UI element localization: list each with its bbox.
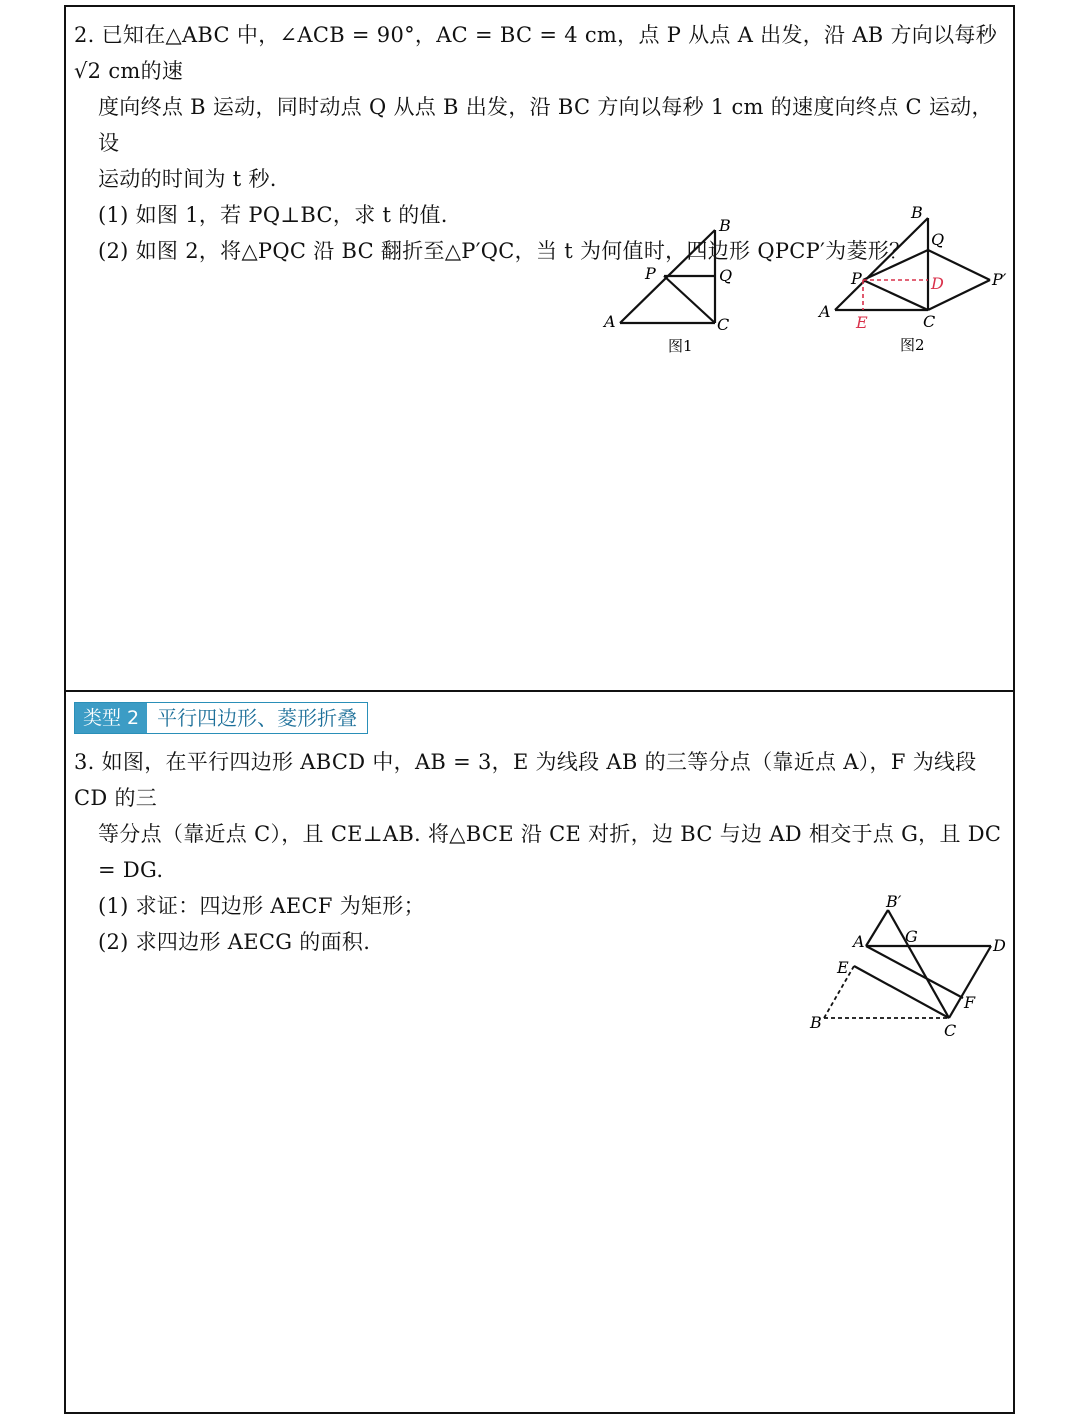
fig3-label-f: F xyxy=(964,993,976,1012)
problem-2-line-1: 2. 已知在△ABC 中，∠ACB = 90°，AC = BC = 4 cm，点 P 从点 A 出发，沿 AB 方向以每秒√2 cm的速 xyxy=(74,23,997,83)
figure-3 xyxy=(806,890,1016,1040)
figure-2 xyxy=(815,200,1015,360)
problem-3-line-1: 3. 如图，在平行四边形 ABCD 中，AB = 3，E 为线段 AB 的三等分点（靠近点 A），F 为线段 CD 的三 xyxy=(74,750,977,810)
fig2-label-p-prime: P′ xyxy=(992,270,1007,289)
fig3-label-b-prime: B′ xyxy=(886,892,902,911)
fig2-label-c: C xyxy=(923,312,936,331)
fig3-label-d: D xyxy=(993,936,1006,955)
figure-1 xyxy=(598,210,748,360)
section-divider xyxy=(64,690,1015,692)
problem-2-line-2: 度向终点 B 运动，同时动点 Q 从点 B 出发，沿 BC 方向以每秒 1 cm 的速度向终点 C 运动，设 xyxy=(98,95,993,155)
problem-3-question-2: (2) 求四边形 AECG 的面积. xyxy=(98,930,371,954)
fig2-label-d: D xyxy=(931,274,944,293)
fig1-label-q: Q xyxy=(719,266,733,285)
problem-3-question-1: (1) 求证：四边形 AECF 为矩形； xyxy=(98,894,425,918)
fig1-label-a: A xyxy=(604,312,616,331)
fig3-label-e: E xyxy=(837,958,849,977)
fig2-label-p: P xyxy=(851,269,862,288)
fig2-caption: 图2 xyxy=(900,336,925,354)
fig1-caption: 图1 xyxy=(668,337,693,355)
fig2-label-q: Q xyxy=(931,230,945,249)
problem-3-line-2: 等分点（靠近点 C），且 CE⊥AB. 将△BCE 沿 CE 对折，边 BC 与边 AD 相交于点 G，且 DC = DG. xyxy=(98,822,1002,882)
problem-2-question-2: (2) 如图 2，将△PQC 沿 BC 翻折至△P′QC，当 t 为何值时，四边形 QPCP′为菱形？ xyxy=(98,239,911,263)
fig3-label-g: G xyxy=(905,927,918,946)
fig1-label-p: P xyxy=(645,264,656,283)
fig2-label-e: E xyxy=(856,313,868,332)
section-tag xyxy=(74,702,368,734)
section-title: 平行四边形、菱形折叠 xyxy=(147,703,367,733)
fig1-label-b: B xyxy=(719,216,731,235)
section-type-label: 类型 2 xyxy=(75,703,147,733)
fig2-label-a: A xyxy=(819,302,831,321)
fig3-label-a: A xyxy=(853,932,865,951)
fig3-label-b: B xyxy=(810,1013,822,1032)
problem-2-line-3: 运动的时间为 t 秒. xyxy=(98,167,277,191)
problem-2-question-1: (1) 如图 1，若 PQ⊥BC，求 t 的值. xyxy=(98,203,448,227)
fig3-label-c: C xyxy=(944,1021,957,1040)
fig2-label-b: B xyxy=(911,203,923,222)
fig1-label-c: C xyxy=(717,315,730,334)
